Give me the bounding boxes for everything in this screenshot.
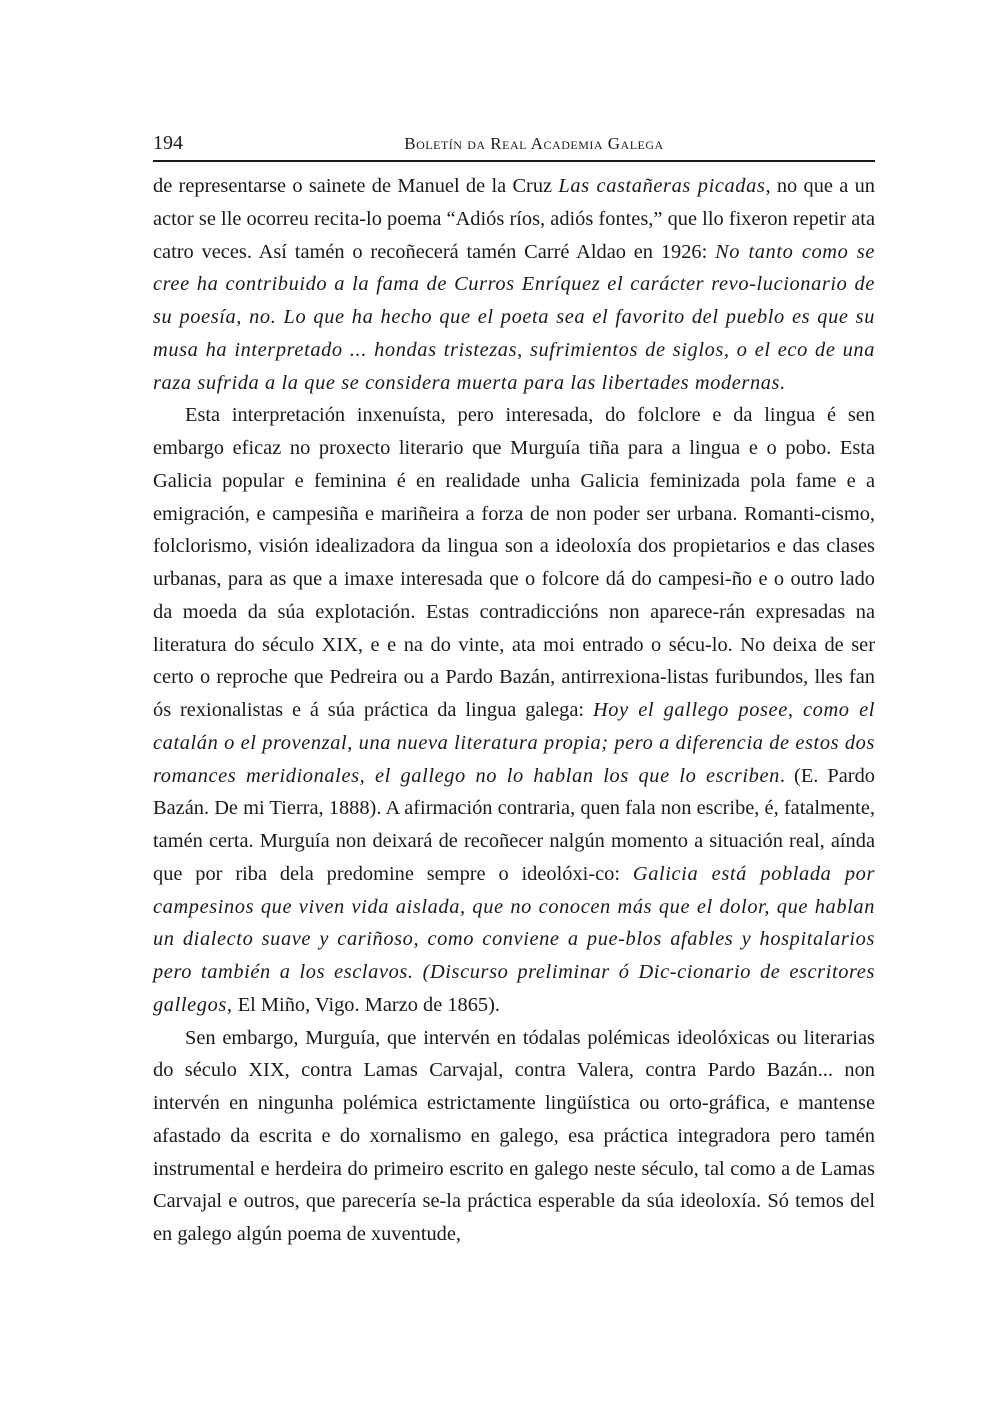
text-segment: de representarse o sainete de Manuel de la Cruz xyxy=(153,175,559,197)
page-number: 194 xyxy=(153,132,183,154)
journal-title: Boletín da Real Academia Galega xyxy=(404,134,664,153)
paragraph-1 xyxy=(153,170,875,399)
document-page xyxy=(153,128,875,1251)
running-header xyxy=(153,128,875,162)
text-segment: . (E. Pardo Bazán. De mi Tierra, 1888). A afirmación contraria, quen fala non escribe, é, fatalmente, tamén certa. Murguía non deixará de recoñecer nalgún momento a situación real, aínda que por riba dela predomine sempre o ideolóxi-co: xyxy=(153,764,875,885)
text-segment: El Miño, Vigo. Marzo de 1865). xyxy=(232,993,501,1016)
paragraph-3 xyxy=(153,1022,875,1251)
italic-title: Las castañeras picadas xyxy=(558,175,766,197)
italic-quotation: Hoy el gallego posee, como el catalán o el provenzal, una nueva literatura propia; pero a diferencia de estos dos romances meridionales, el gallego no lo hablan los que lo escriben xyxy=(153,699,875,787)
text-segment: Esta interpretación inxenuísta, pero interesada, do folclore e da lingua é sen embargo eficaz no proxecto literario que Murguía tiña para a lingua e o pobo. Esta Galicia popular e feminina é en realidade unha Galicia feminizada pola fame e a emigración, e campesiña e mariñeira a forza de non poder ser urbana. Romanti-cismo, folclorismo, visión idealizadora da lingua son a ideoloxía dos propietarios e das clases urbanas, para as que a imaxe interesada que o folcore dá do campesi-ño e o outro lado da moeda da súa explotación. Estas contradiccións non aparece-rán expresadas na literatura do século XIX, e e na do vinte, ata moi entrado o sécu-lo. No deixa de ser certo o reproche que Pedreira ou a Pardo Bazán, antirrexiona-listas furibundos, lles fan ós rexionalistas e á súa práctica da lingua galega: xyxy=(153,404,875,721)
paragraph-2 xyxy=(153,399,875,1021)
body-text xyxy=(153,170,875,1251)
text-segment: Sen embargo, Murguía, que intervén en tódalas polémicas ideolóxicas ou literarias do século XIX, contra Lamas Carvajal, contra Valera, contra Pardo Bazán... non intervén en ningunha polémica estrictamente lingüística ou orto-gráfica, e mantense afastado da escrita e do xornalismo en galego, esa práctica integradora pero tamén instrumental e herdeira do primeiro escrito en galego neste século, tal como a de Lamas Carvajal e outros, que parecería se-la práctica esperable da súa ideoloxía. Só temos del en galego algún poema de xuventude, xyxy=(153,1026,875,1245)
italic-quotation: No tanto como se cree ha contribuido a la fama de Curros Enríquez el carácter revo-lucionario de su poesía, no. Lo que ha hecho que el poeta sea el favorito del pueblo es que su musa ha interpretado ... hondas tristezas, sufrimientos de siglos, o el eco de una raza sufrida a la que se considera muerta para las libertades modernas. xyxy=(153,240,875,394)
italic-quotation: Galicia está poblada por campesinos que viven vida aislada, que no conocen más que el dolor, que hablan un dialecto suave y cariñoso, como conviene a pue-blos afables y hospitalarios pero también a los esclavos. (Discurso preliminar ó Dic-cionario de escritores gallegos, xyxy=(153,862,875,1016)
text-segment: , no que a un actor se lle ocorreu recita-lo poema “Adiós ríos, adiós fontes,” que llo fixeron repetir ata catro veces. Así tamén o recoñecerá tamén Carré Aldao en 1926: xyxy=(153,175,875,263)
